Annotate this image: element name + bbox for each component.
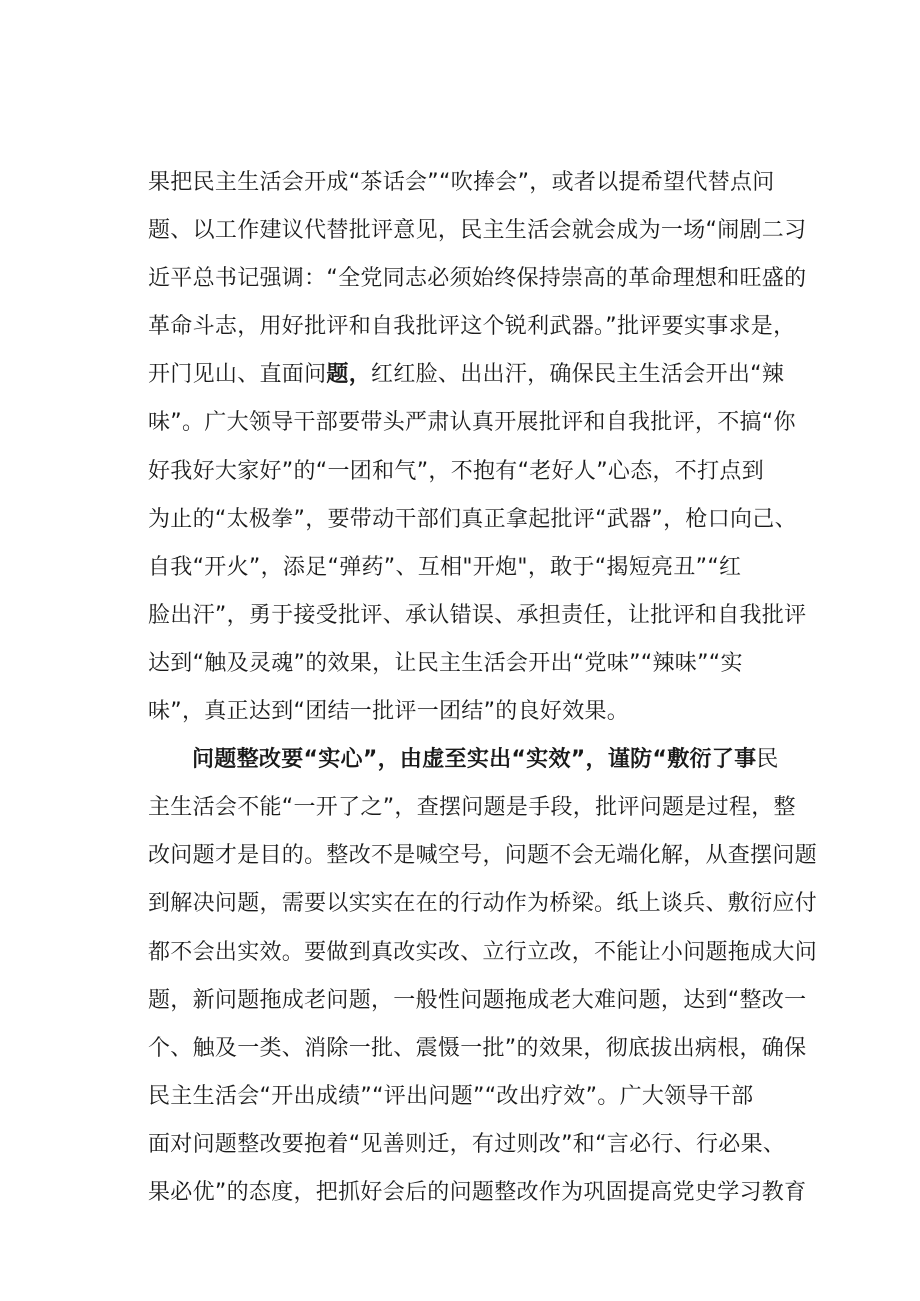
text-line-6: 味”。广大领导干部要带头严肃认真开展批评和自我批评，不搞“你 bbox=[148, 410, 796, 436]
bold-fragment: 题， bbox=[326, 362, 372, 388]
section-heading-line: 问题整改要“实心”，由虚至实出“实效”，谨防“敷衍了事民 bbox=[192, 747, 779, 773]
text-line-5: 开门见山、直面问题，红红脸、出出汗，确保民主生活会开出“辣 bbox=[148, 362, 785, 388]
text-line-16: 到解决问题，需要以实实在在的行动作为桥梁。纸上谈兵、敷衍应付 bbox=[148, 891, 818, 917]
text-line-17: 都不会出实效。要做到真改实改、立行立改，不能让小问题拖成大问 bbox=[148, 939, 818, 965]
text-line-15: 改问题才是目的。整改不是喊空号，问题不会无端化解，从查摆问题 bbox=[148, 843, 818, 869]
text-line-21: 面对问题整改要抱着“见善则迁，有过则改”和“言必行、行必果、 bbox=[148, 1131, 786, 1157]
text-line-9: 自我“开火”，添足“弹药”、互相"开炮"，敢于“揭短亮丑”“红 bbox=[148, 554, 742, 580]
text-line-7: 好我好大家好”的“一团和气”，不抱有“老好人”心态，不打点到 bbox=[148, 458, 764, 484]
text-line-8: 为止的“太极拳”，要带动干部们真正拿起批评“武器”，枪口向己、 bbox=[148, 506, 797, 532]
text-line-19: 个、触及一类、消除一批、震慑一批”的效果，彻底拔出病根，确保 bbox=[148, 1035, 807, 1061]
text-line-22: 果必优”的态度，把抓好会后的问题整改作为巩固提高党史学习教育 bbox=[148, 1179, 807, 1205]
text-line-10: 脸出汗”，勇于接受批评、承认错误、承担责任，让批评和自我批评 bbox=[148, 602, 807, 628]
text-line-12: 味”，真正达到“团结一批评一团结”的良好效果。 bbox=[148, 699, 630, 725]
text-line-3: 近平总书记强调：“全党同志必须始终保持崇高的革命理想和旺盛的 bbox=[148, 266, 807, 292]
text-line-1: 果把民主生活会开成“茶话会”“吹捧会”，或者以提希望代替点问 bbox=[148, 170, 775, 195]
section-heading: 问题整改要“实心”，由虚至实出“实效”，谨防“敷衍了事 bbox=[192, 747, 757, 773]
text-line-4: 革命斗志，用好批评和自我批评这个锐利武器。”批评要实事求是， bbox=[148, 314, 796, 340]
text-line-14: 主生活会不能“一开了之”，查摆问题是手段，批评问题是过程，整 bbox=[148, 795, 796, 821]
text-line-20: 民主生活会“开出成绩”“评出问题”“改出疗效”。广大领导干部 bbox=[148, 1083, 754, 1109]
text-line-18: 题，新问题拖成老问题，一般性问题拖成老大难问题，达到“整改一 bbox=[148, 987, 807, 1013]
text-line-11: 达到“触及灵魂”的效果，让民主生活会开出“党味”“辣味”“实 bbox=[148, 650, 743, 676]
body-text bbox=[148, 159, 828, 1217]
text-line-2: 题、以工作建议代替批评意见，民主生活会就会成为一场“闹剧二习 bbox=[148, 218, 807, 244]
